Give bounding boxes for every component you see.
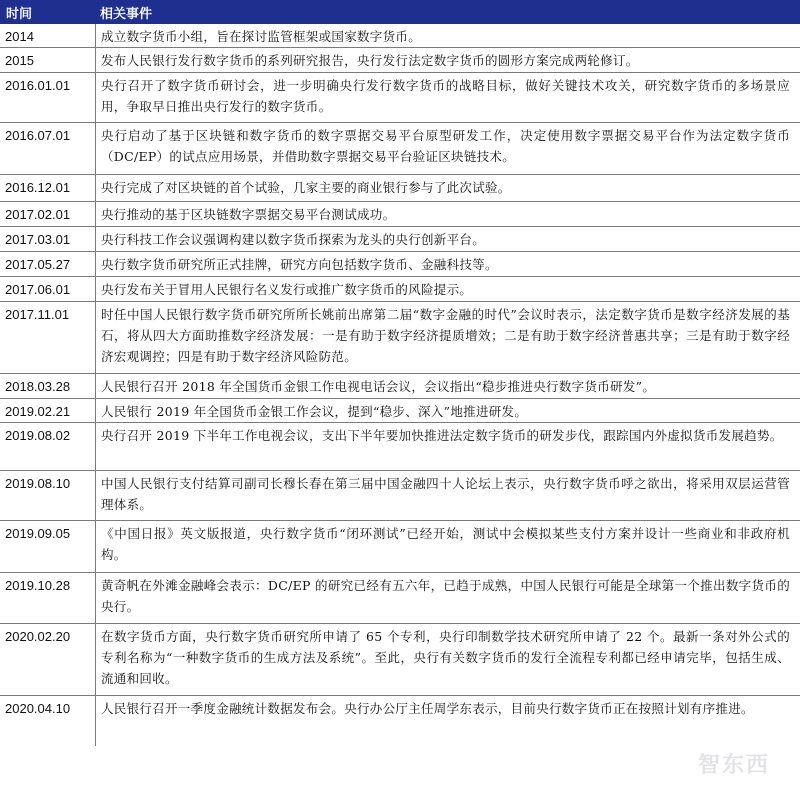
row-date: 2016.12.01 [0,175,96,201]
table-row [0,696,800,746]
table-row [0,252,800,277]
row-event: 中国人民银行支付结算司副司长穆长春在第三届中国金融四十人论坛上表示，央行数字货币呼之欲出，将采用双层运营管理体系。 [101,476,790,512]
header-event: 相关事件 [100,6,153,22]
row-event: 央行推动的基于区块链数字票据交易平台测试成功。 [101,207,396,222]
row-event: 发布人民银行发行数字货币的系列研究报告，央行发行法定数字货币的圆形方案完成两轮修订。 [101,53,639,68]
row-date: 2020.02.20 [0,624,96,695]
row-date: 2017.03.01 [0,227,96,251]
row-date: 2017.11.01 [0,302,96,373]
table-row [0,573,800,624]
row-date: 2016.07.01 [0,123,96,174]
row-date: 2020.04.10 [0,696,96,746]
row-event: 黄奇帆在外滩金融峰会表示：DC/EP 的研究已经有五六年，已趋于成熟，中国人民银行可能是全球第一个推出数字货币的央行。 [101,578,790,614]
row-date: 2015 [0,48,96,72]
table-row [0,227,800,252]
table-row [0,471,800,521]
row-event: 央行科技工作会议强调构建以数字货币探索为龙头的央行创新平台。 [101,232,486,247]
row-date: 2019.09.05 [0,521,96,572]
row-date: 2019.08.02 [0,423,96,470]
row-event: 央行完成了对区块链的首个试验，几家主要的商业银行参与了此次试验。 [101,180,511,195]
row-date: 2019.02.21 [0,399,96,422]
row-event: 人民银行召开 2018 年全国货币金银工作电视电话会议，会议指出“稳步推进央行数字货币研发”。 [101,379,656,394]
row-event: 央行召开了数字货币研讨会，进一步明确央行发行数字货币的战略目标，做好关键技术攻关，研究数字货币的多场景应用，争取早日推出央行发行的数字货币。 [101,78,790,114]
row-event: 时任中国人民银行数字货币研究所所长姚前出席第二届“数字金融的时代”会议时表示，法定数字货币是数字经济发展的基石，将从四大方面助推数字经济发展：一是有助于数字经济提质增效；二是有助于数字经济普惠共享；三是有助于数字经济宏观调控；四是有助于数字经济风险防范。 [101,307,790,364]
table-row [0,624,800,696]
table-row [0,423,800,471]
row-date: 2017.05.27 [0,252,96,276]
table-row [0,73,800,123]
row-date: 2016.01.01 [0,73,96,122]
table-row [0,399,800,423]
row-event: 人民银行 2019 年全国货币金银工作会议，提到“稳步、深入”地推进研发。 [101,404,528,419]
header-date: 时间 [6,6,33,22]
table-row [0,202,800,227]
table-row [0,374,800,399]
row-event: 央行数字货币研究所正式挂牌，研究方向包括数字货币、金融科技等。 [101,257,498,272]
row-event: 人民银行召开一季度金融统计数据发布会。央行办公厅主任周学东表示，目前央行数字货币正在按照计划有序推进。 [101,701,754,716]
row-event: 成立数字货币小组，旨在探讨监管框架或国家数字货币。 [101,29,422,44]
row-date: 2017.02.01 [0,202,96,226]
row-event: 在数字货币方面，央行数字货币研究所申请了 65 个专利，央行印制数学技术研究所申请了 22 个。最新一条对外公式的专利名称为“一种数字货币的生成方法及系统”。至此，央行有关数字货币的发行全流程专利都已经申请完毕，包括生成、流通和回收。 [101,629,790,686]
row-date: 2019.10.28 [0,573,96,623]
table-row [0,302,800,374]
row-date: 2019.08.10 [0,471,96,520]
table-row [0,277,800,302]
row-event: 《中国日报》英文版报道，央行数字货币“闭环测试”已经开始，测试中会模拟某些支付方案并设计一些商业和非政府机构。 [101,526,790,562]
table-row [0,175,800,202]
row-event: 央行召开 2019 下半年工作电视会议，支出下半年要加快推进法定数字货币的研发步伐，跟踪国内外虚拟货币发展趋势。 [101,428,783,443]
table-row [0,123,800,175]
table-header [0,0,800,24]
row-date: 2018.03.28 [0,374,96,398]
row-event: 央行发布关于冒用人民银行名义发行或推广数字货币的风险提示。 [101,282,473,297]
row-date: 2014 [0,24,96,47]
row-event: 央行启动了基于区块链和数字货币的数字票据交易平台原型研发工作，决定使用数字票据交易平台作为法定数字货币（DC/EP）的试点应用场景，并借助数字票据交易平台验证区块链技术。 [101,128,790,164]
table-row [0,24,800,48]
row-date: 2017.06.01 [0,277,96,301]
watermark-logo: 智东西 [697,753,770,778]
table-row [0,521,800,573]
table-row [0,48,800,73]
